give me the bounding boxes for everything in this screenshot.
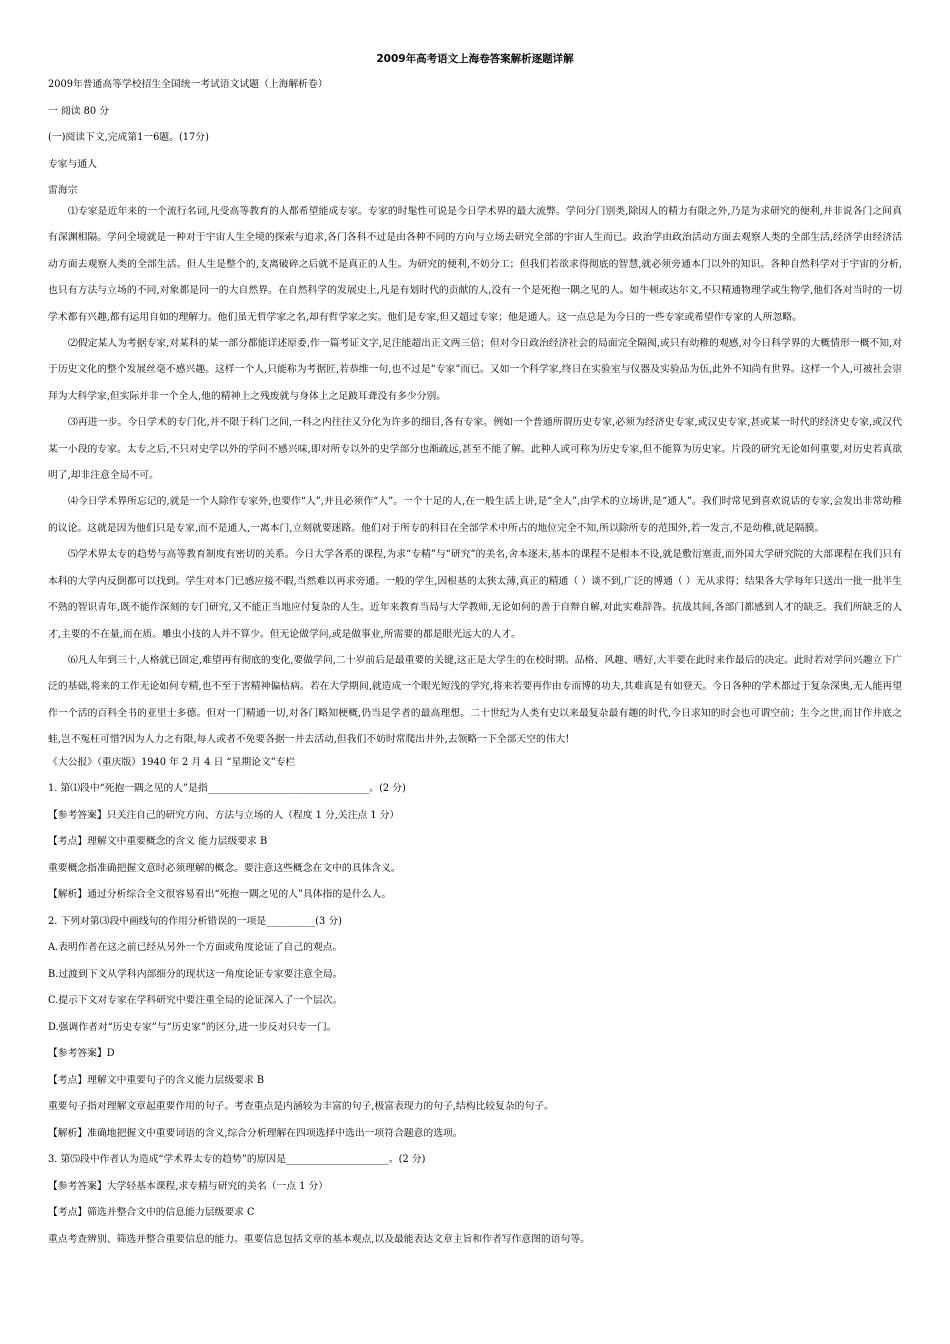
article-paragraph-1: ⑴专家是近年来的一个流行名词,凡受高等教育的人都希望能成专家。专家的时髦性可说是今日学术界的最大流弊。学问分门别类,除因人的精力有限之外,乃是为求研究的便利,并非说各门之间真有深渊相隔。学问全境就是一种对于宇宙人生全境的探索与追求,各门各科不过是由各种不同的方向与立场去研究全部的宇宙人生而已。政治学由政治活动方面去观察人类的全部生活,经济学由经济活动方面去观察人类的全部生活。但人生是整个的,支离破碎之后就不是真正的人生。为研究的便利,不妨分工；但我们若欲求得彻底的智慧,就必须旁通本门以外的知识。各种自然科学对于宇宙的分析,也只有方法与立场的不同,对象都是同一的大自然界。在自然科学的发展史上,凡是有划时代的贡献的人,没有一个是死抱一隅之见的人。如牛顿或达尔文,不只精通物理学或生物学,他们各对当时的一切学术都有兴趣,都有运用自如的理解力。他们虽无哲学家之名,却有哲学家之实。他们是专家,但又超过专家；他是通人。这一点总是为今日的一些专家或希望作专家的人所忽略。 bbox=[48, 206, 902, 323]
document-page bbox=[48, 52, 902, 1259]
note-3: 重点考查辨别、筛选并整合重要信息的能力。重要信息包括文章的基本观点,以及最能表达文章主旨和作者写作意图的语句等。 bbox=[48, 1233, 590, 1245]
option-b: B.过渡到下文从学科内部细分的现状这一角度论证专家要注意全局。 bbox=[48, 968, 343, 980]
option-d: D.强调作者对“历史专家”与“历史家”的区分,进一步反对只专一门。 bbox=[48, 1021, 337, 1033]
option-a: A.表明作者在这之前已经从另外一个方面或角度论证了自己的观点。 bbox=[48, 942, 343, 954]
section-heading: 一 阅读 80 分 bbox=[48, 105, 109, 117]
note-1: 重要概念指准确把握文意时必须理解的概念。要注意这些概念在文中的具体含义。 bbox=[48, 862, 401, 874]
note-2: 重要句子指对理解文章起重要作用的句子。考查重点是内涵较为丰富的句子,极富表现力的句子,结构比较复杂的句子。 bbox=[48, 1101, 554, 1113]
answer-2: 【参考答案】D bbox=[48, 1048, 115, 1060]
article-author: 雷海宗 bbox=[48, 185, 78, 196]
question-3: 3. 第⑸段中作者认为造成“学术界太专的趋势”的原因是_____________________。(2 分) bbox=[48, 1154, 426, 1166]
testpoint-3: 【考点】筛选并整合文中的信息能力层级要求 C bbox=[48, 1207, 255, 1219]
article-source: 《大公报》（重庆版）1940 年 2 月 4 日 “星期论文”专栏 bbox=[48, 756, 296, 768]
question-1: 1. 第⑴段中“死抱一隅之见的人”是指_________________________________。(2 分) bbox=[48, 783, 406, 795]
article-paragraph-2: ⑵假定某人为考据专家,对某科的某一部分都能详述原委,作一篇考证文字,足注能超出正文两三倍；但对今日政治经济社会的局面完全隔阂,或只有幼稚的观感,对今日科学界的大概情形一概不知,对于历史文化的整个发展丝毫不感兴趣。这样一个人,只能称为考据匠,若恭维一句,也不过是“专家”而已。又如一个科学家,终日在实验室与仪器及实验品为伍,此外不知尚有世界。这样一个人,可被社会崇拜为大科学家,但实际并非一个全人,他的精神上之残废就与身体上之足跛耳聋没有多少分别。 bbox=[48, 338, 902, 402]
document-title: 2009年高考语文上海卷答案解析逐题详解 bbox=[376, 53, 574, 65]
answer-3: 【参考答案】大学轻基本课程,求专精与研究的美名（一点 1 分） bbox=[48, 1180, 329, 1192]
article-paragraph-3: ⑶再进一步。今日学术的专门化,并不限于科门之间,一科之内往往又分化为许多的细目,各有专家。例如一个普通所谓历史专家,必须为经济史专家,或汉史专家,甚或某一时代的经济史专家,或汉代某一小段的专家。太专之后,不只对史学以外的学问不感兴味,即对所专以外的史学部分也渐疏远,甚至不能了解。此种人或可称为历史专家,但不能算为历史家。片段的研究无论如何重要,对历史若真欲明了,却非注意全局不可。 bbox=[48, 417, 902, 482]
article-title: 专家与通人 bbox=[48, 158, 97, 170]
part-instructions: (一)阅读下文,完成第1一6题。(17分) bbox=[48, 132, 209, 143]
testpoint-2: 【考点】理解文中重要句子的含义能力层级要求 B bbox=[48, 1074, 265, 1086]
article-paragraph-4: ⑷今日学术界所忘记的,就是一个人除作专家外,也要作“人”,并且必须作“人”。一个十足的人,在一般生活上讲,是“全人”,由学术的立场讲,是“通人”。我们时常见到喜欢说话的专家,会发出非常幼稚的议论。这就是因为他们只是专家,而不是通人,一离本门,立刻就要迷路。他们对于所专的科目在全部学术中所占的地位完全不知,所以除所专的范围外,若一发言,不是幼稚,就是隔膜。 bbox=[48, 496, 902, 534]
question-2: 2. 下列对第⑶段中画线句的作用分析错误的一项是__________(3 分) bbox=[48, 915, 342, 927]
analysis-1: 【解析】通过分析综合全文很容易看出“死抱一隅之见的人”具体指的是什么人。 bbox=[48, 889, 392, 901]
answer-1: 【参考答案】只关注自己的研究方向、方法与立场的人（程度 1 分,关注点 1 分） bbox=[48, 809, 400, 821]
analysis-2: 【解析】准确地把握文中重要词语的含义,综合分析理解在四项选择中选出一项符合题意的选项。 bbox=[48, 1127, 463, 1139]
article-paragraph-5: ⑸学术界太专的趋势与高等教育制度有密切的关系。今日大学各系的课程,为求“专精”与“研究”的美名,舍本逐末,基本的课程不是根本不设,就是敷衍塞责,而外国大学研究院的大部课程在我们只有本科的大学内反倒都可以找到。学生对本门已感应接不暇,当然难以再求旁通。一般的学生,因根基的太狭太薄,真正的精通（ ）谈不到,广泛的博通（ ）无从求得；结果各大学每年只送出一批一批半生不熟的智识青年,既不能作深刻的专门研究,又不能正当地应付复杂的人生。近年来教育当局与大学教师,无论如何的善于自辩自解,对此实难辞咎。抗战其间,各部门都感到人才的缺乏。我们所缺乏的人才,主要的不在量,而在质。雕虫小技的人并不算少。但无论做学问,或是做事业,所需要的都是眼光远大的人才。 bbox=[48, 549, 902, 640]
option-c: C.提示下文对专家在学科研究中要注重全局的论证深入了一个层次。 bbox=[48, 995, 343, 1007]
testpoint-1: 【考点】理解文中重要概念的含义 能力层级要求 B bbox=[48, 836, 268, 848]
exam-subtitle: 2009年普通高等学校招生全国统一考试语文试题（上海解析卷） bbox=[48, 79, 328, 90]
article-paragraph-6: ⑹凡人年到三十,人格就已固定,难望再有彻底的变化,要做学问,二十岁前后是最重要的关键,这正是大学生的在校时期。品格、风趣、嗜好,大半要在此时来作最后的决定。此时若对学问兴趣立下广泛的基础,将来的工作无论如何专精,也不至于害精神偏枯病。若在大学期间,就造成一个眼光短浅的学究,将来若要再作由专而博的功夫,其难真是有如登天。今日各种的学术都过于复杂深奥,无人能再望作一个活的百科全书的亚里士多德。但对一门精通一切,对各门略知梗概,仍当是学者的最高理想。二十世纪为人类有史以来最复杂最有趣的时代,今日求知的时会也可谓空前；生今之世,而甘作井底之蛙,岂不冤枉可惜?因为人力之有限,每人或者不免要各据一井去活动,但我们不妨时常爬出井外,去领略一下全部天空的伟大! bbox=[48, 654, 902, 746]
